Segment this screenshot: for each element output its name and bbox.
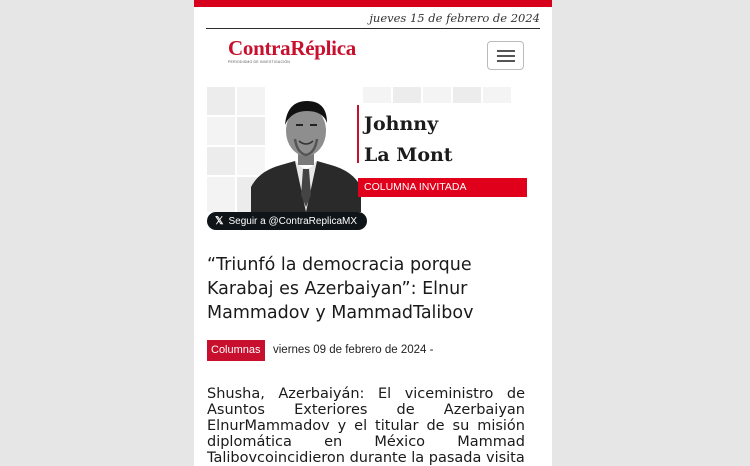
bg-square bbox=[207, 147, 235, 175]
hamburger-menu-icon bbox=[497, 50, 515, 52]
article-headline: “Triunfó la democracia porque Karabaj es Azerbaiyan”: Elnur Mammadov y MammadTalibov bbox=[207, 255, 474, 323]
bg-square bbox=[483, 87, 511, 103]
article-body: Shusha, Azerbaiyán: El viceministro de Asuntos Exteriores de Azerbaiyan ElnurMammadov y el titular de su misión diplomática en México Mammad Talibovcoincidieron durante la pasada visita bbox=[207, 386, 525, 466]
follow-label: Seguir a @ContraReplicaMX bbox=[228, 216, 358, 227]
author-photo bbox=[251, 95, 361, 212]
bg-square bbox=[207, 117, 235, 145]
page bbox=[194, 0, 552, 466]
logo-part-replica: Réplica bbox=[290, 36, 356, 60]
author-banner[interactable] bbox=[207, 87, 527, 212]
top-red-bar bbox=[194, 0, 552, 7]
author-first-name: Johnny bbox=[364, 113, 439, 135]
x-logo-icon: 𝕏 bbox=[215, 215, 224, 227]
logo-tagline: PERIODISMO DE INVESTIGACIÓN bbox=[228, 60, 290, 64]
bg-square bbox=[393, 87, 421, 103]
bg-square bbox=[207, 87, 235, 115]
bg-square bbox=[363, 87, 391, 103]
author-name-divider bbox=[357, 105, 359, 163]
hamburger-menu-button[interactable] bbox=[487, 41, 524, 70]
bg-square bbox=[423, 87, 451, 103]
category-badge[interactable]: Columnas bbox=[207, 340, 265, 361]
author-last-name: La Mont bbox=[364, 144, 453, 166]
hamburger-line bbox=[497, 60, 515, 62]
hamburger-line bbox=[497, 55, 515, 57]
bg-square bbox=[453, 87, 481, 103]
publish-date: viernes 09 de febrero de 2024 - bbox=[273, 344, 434, 356]
logo-part-contra: Contra bbox=[228, 36, 291, 60]
header-date: jueves 15 de febrero de 2024 bbox=[369, 11, 540, 25]
site-logo[interactable] bbox=[228, 37, 356, 59]
section-label: COLUMNA INVITADA bbox=[358, 178, 527, 197]
header-divider bbox=[206, 28, 540, 29]
bg-square bbox=[207, 177, 235, 212]
author-name bbox=[364, 109, 524, 171]
follow-x-button[interactable] bbox=[207, 212, 367, 230]
